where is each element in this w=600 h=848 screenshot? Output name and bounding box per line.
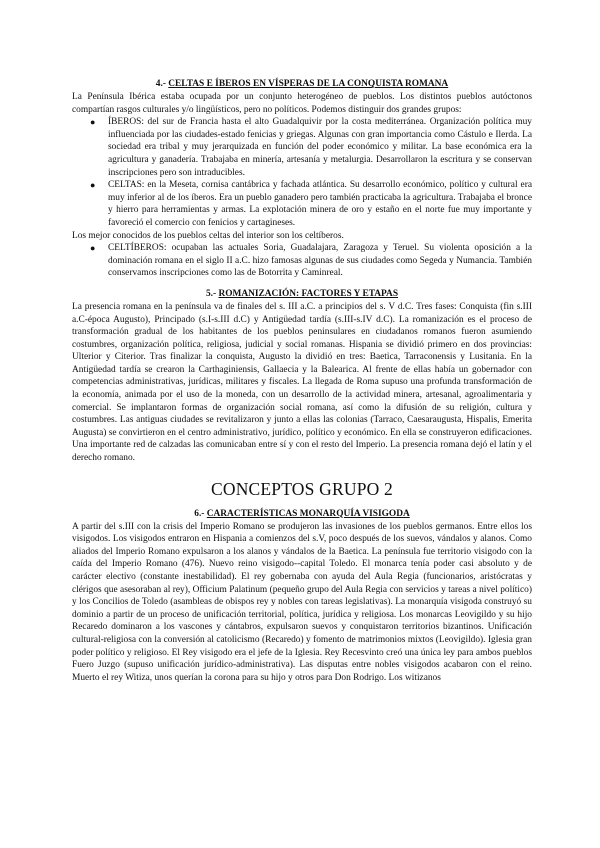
section-6-number: 6.- bbox=[194, 508, 207, 519]
document-page bbox=[72, 78, 532, 684]
list-item bbox=[72, 116, 532, 179]
section-4-title: CELTAS E ÍBEROS EN VÍSPERAS DE LA CONQUISTA ROMANA bbox=[168, 79, 449, 89]
section-4-between-text: Los mejor conocidos de los pueblos celtas del interior son los celtíberos. bbox=[72, 230, 344, 241]
bullet-icon: ● bbox=[90, 180, 96, 191]
section-5-heading bbox=[72, 288, 532, 300]
section-4-number: 4.- bbox=[155, 79, 169, 89]
section-5-title: ROMANIZACIÓN: FACTORES Y ETAPAS bbox=[218, 288, 399, 299]
list-item bbox=[72, 242, 532, 280]
list-item bbox=[72, 179, 532, 229]
section-4-bullet-list-2 bbox=[72, 242, 532, 280]
section-5-number: 5.- bbox=[205, 288, 219, 299]
section-4-heading bbox=[72, 78, 532, 90]
bullet-text-celtas: CELTAS: en la Meseta, cornisa cantábrica y fachada atlántica. Su desarrollo económico, político y cultural era muy inferior al de los íberos. Era un pueblo ganadero pero también practicaba la agricultura. Trabajaba el bronce y hierro para herramientas y armas. La explotación minera de oro y estaño en el norte fue muy importante y favoreció el comercio con fenicios y cartagineses. bbox=[108, 180, 532, 228]
section-5-body: La presencia romana en la península va de finales del s. III a.C. a principios del s. V d.C. Tres fases: Conquista (fin s.III a.C-época Augusto), Principado (s.I-s.III d.C) y Antigüedad tardía (s.III-s.IV d.C). La romanización es el proceso de transformación gradual de los habitantes de los pueblos peninsulares en ciudadanos romanos fueron asumiendo costumbres, organización política, religiosa, judicial y social romanas. Hispania se dividió primero en dos provincias: Ulterior y Citerior. Tras finalizar la conquista, Augusto la dividió en tres: Baetica, Tarraconensis y Lusitania. En la Antigüedad tardía se crearon la Carthaginiensis, Gallaecia y la Balearica. Al frente de ellas había un gobernador con competencias administrativas, jurídicas, militares y fiscales. La llegada de Roma supuso una profunda transformación de la economía, animada por el uso de la moneda, con un desarrollo de la actividad minera, artesanal, agroalimentaria y comercial. Se implantaron formas de organización social romana, así como la difusión de su religión, cultura y costumbres. Las antiguas ciudades se revitalizaron y junto a ellas las colonias (Tarraco, Caesaraugusta, Hispalis, Emerita Augusta) se convirtieron en el centro administrativo, jurídico, político y económico. En ella se construyeron edificaciones. Una importante red de calzadas las comunicaban entre sí y con el resto del Imperio. La presencia romana dejó el latín y el derecho romano. bbox=[72, 301, 532, 464]
section-6-body: A partir del s.III con la crisis del Imperio Romano se produjeron las invasiones de los pueblos germanos. Entre ellos los visigodos. Los visigodos entraron en Hispania a comienzos del s.V, poco después de los suevos, vándalos y alanos. Como aliados del Imperio Romano expulsaron a los alanos y vándalos de la Baetica. La península fue territorio visigodo con la caída del Imperio Romano (476). Nuevo reino visigodo--capital Toledo. El monarca tenía poder casi absoluto y de carácter electivo (constante inestabilidad). El rey gobernaba con ayuda del Aula Regia (funcionarios, aristócratas y clérigos que asesoraban al rey), Officium Palatinum (pequeño grupo del Aula Regia con servicios y tareas a nivel político) y los Concilios de Toledo (asambleas de obispos rey y nobles con tareas legislativas). La monarquía visigoda construyó su dominio a partir de un proceso de unificación territorial, política, jurídica y religiosa. Los monarcas Leovigildo y su hijo Recaredo dominaron a los vascones y cántabros, expulsaron suevos y conquistaron territorios bizantinos. Unificación cultural-religiosa con la conversión al catolicismo (Recaredo) y fomento de matrimonios mixtos (Leovigildo). Iglesia gran poder político y religioso. El Rey visigodo era el jefe de la Iglesia. Rey Recesvinto creó una única ley para ambos pueblos Fuero Juzgo (supuso unificación jurídico-administrativa). Las disputas entre nobles visigodos acabaron con el reino. Muerto el rey Witiza, unos querían la corona para su hijo y otros para Don Rodrigo. Los witizanos bbox=[72, 521, 532, 683]
section-6-heading bbox=[72, 508, 532, 520]
section-4-bullet-list bbox=[72, 116, 532, 229]
section-4-intro: La Península Ibérica estaba ocupada por un conjunto heterogéneo de pueblos. Los distintos pueblos autóctonos compartían rasgos culturales y/o lingüísticos, pero no políticos. Podemos distinguir dos grandes grupos: bbox=[72, 92, 532, 115]
bullet-icon: ● bbox=[90, 243, 96, 254]
section-6-title: CARACTERÍSTICAS MONARQUÍA VISIGODA bbox=[206, 508, 410, 519]
bullet-icon: ● bbox=[90, 117, 96, 128]
bullet-text-iberos: ÍBEROS: del sur de Francia hasta el alto Guadalquivir por la costa mediterránea. Organización política muy influenciada por las ciudades-estado fenicias y griegas. Algunas con gran importancia como Cástulo e Ilerda. La sociedad era tribal y muy jerarquizada en función del poder económico y militar. La base económica era la agricultura y ganadería. Trabajaba en minería, artesanía y metalurgia. Desarrollaron la escritura y se conservan inscripciones pero son intraducibles. bbox=[108, 117, 532, 178]
bullet-text-celtiberos: CELTÍBEROS: ocupaban las actuales Soria, Guadalajara, Zaragoza y Teruel. Su violenta oposición a la dominación romana en el siglo II a.C. hizo famosas algunas de sus ciudades como Segeda y Numancia. También conservamos inscripciones como las de Botorrita y Caminreal. bbox=[108, 243, 532, 279]
group-title: CONCEPTOS GRUPO 2 bbox=[210, 478, 393, 499]
